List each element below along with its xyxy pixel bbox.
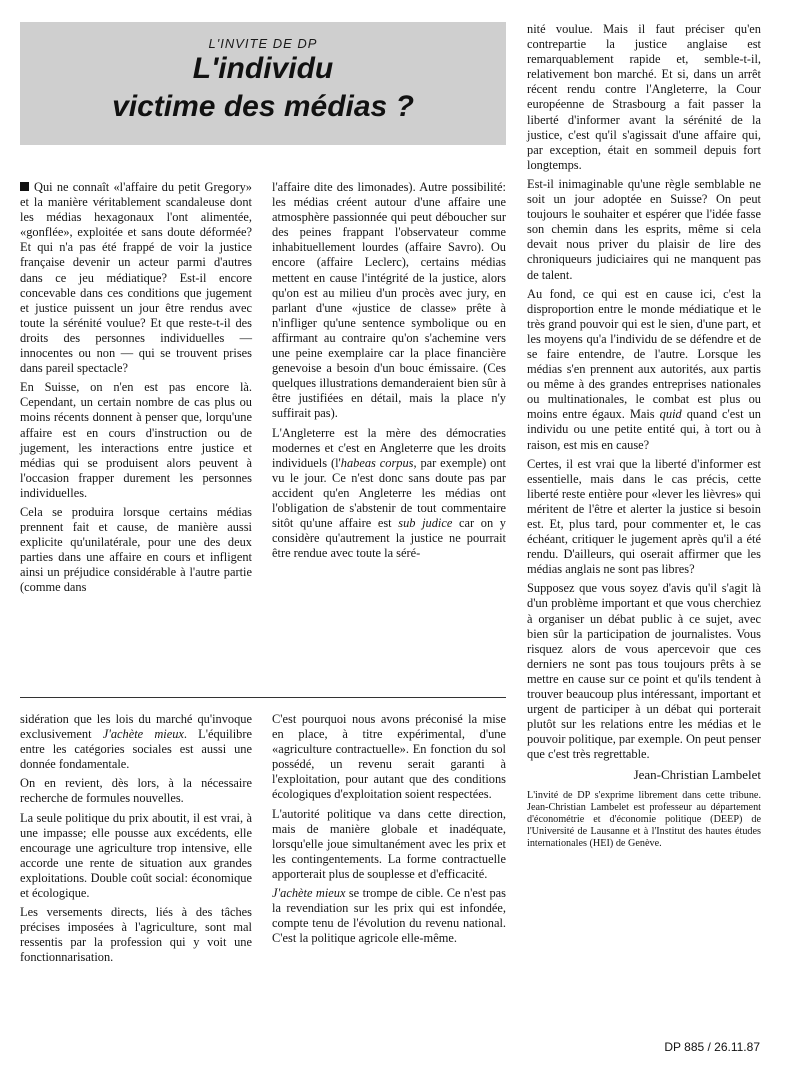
italic-text: quid <box>659 407 682 422</box>
italic-text: J'achète mieux <box>102 727 184 742</box>
paragraph: nité voulue. Mais il faut préciser qu'en contrepartie la justice anglaise est remarquablement rapide et, semble-t-il, relativement bon marché. Et si, dans un arrêt récent rendu contre l'Angleterre, la Cour européenne de Strasbourg a fait passer la liberté d'informer avant la sérénité de la justice, c'est qu'il s'agissait d'une affaire qui, par exception, était en sommeil depuis fort longtemps. <box>527 22 761 172</box>
article-column-3 <box>527 22 761 851</box>
lead-square-icon <box>20 182 29 191</box>
italic-text: habeas corpus <box>340 455 414 470</box>
paragraph: C'est pourquoi nous avons préconisé la mise en place, à titre expérimental, d'une «agriculture contractuelle». En fonction du sol possédé, un revenu serait garanti à l'exploitation, pour autant que des conditions écologiques d'exploitation soient respectées. <box>272 712 506 802</box>
author-signature: Jean-Christian Lambelet <box>633 766 761 782</box>
paragraph: Certes, il est vrai que la liberté d'informer est essentielle, mais dans le cas précis, cette liberté reste entière pour «lever les lièvres» qui méritent de l'être et alerter la justice si besoin est. Et, plus tard, pour commenter et, le cas échéant, critiquer le jugement après qu'il a été rendu. D'ailleurs, qui oserait affirmer que les médias anglais ne sont pas libres? <box>527 456 761 577</box>
section-divider <box>20 697 506 698</box>
article-title-line2: victime des médias ? <box>112 90 414 123</box>
paragraph: Cela se produira lorsque certains médias prennent fait et cause, de manière aussi explicite qu'unilatérale, pour une des deux parties dans une affaire en cours et infligent ainsi un préjudice considérable à l'autre partie (comme dans <box>20 504 252 595</box>
author-bio: L'invité de DP s'exprime librement dans cette tribune. Jean-Christian Lambelet est professeur au département d'économétrie et d'économie politique (DEEP) de l'Université de Lausanne et à l'Institut des hautes études internationales (HEI) de Genève. <box>527 789 761 850</box>
paragraph <box>20 712 252 772</box>
issue-footer: DP 885 / 26.11.87 <box>664 1040 760 1054</box>
paragraph: La seule politique du prix aboutit, il est vrai, à une impasse; elle pousse aux excédents, elle encourage une agriculture trop intensive, elle accorde une rente de situation aux grandes exploitations. Double coût social: économique et écologique. <box>20 810 252 901</box>
article-column-4 <box>20 712 252 970</box>
article-column-1 <box>20 180 252 600</box>
text: , par exemple) ont vu le jour. Ce n'est donc sans doute pas par accident qu'en Angleterre les médias ont l'obligation de s'abstenir de tout commentaire sitôt qu'une affaire est <box>272 455 506 531</box>
text: . L'équilibre entre les catégories sociales est aussi une donnée fondamentale. <box>20 727 252 772</box>
kicker: L'INVITE DE DP <box>208 36 318 51</box>
article-column-5 <box>272 712 506 950</box>
paragraph <box>20 180 252 376</box>
article-title-line1: L'individu <box>192 52 334 85</box>
paragraph: On en revient, dès lors, à la nécessaire recherche de formules nouvelles. <box>20 776 252 806</box>
paragraph-text: Qui ne connaît «l'affaire du petit Gregory» et la manière véritablement scandaleuse dont les médias hexagonaux l'ont alimentée, «gonflée», exploitée et sans doute déformée? Et qui n'a pas été frappé de voir la justice française devenir un acteur parmi d'autres dans ce jeu médiatique? Est-il encore concevable dans ces conditions que jugement et justice puissent un jour être rendus avec toute la sérénité voulue? Et que reste-t-il des droits des personnes individuelles — innocentes ou non — qui se trouvent prises dans pareil spectacle? <box>20 180 252 376</box>
paragraph <box>272 426 506 562</box>
paragraph: Les versements directs, liés à des tâches précises imposées à l'agriculture, sont mal ressentis par la profession qui y voit une fonctionnarisation. <box>20 905 252 965</box>
paragraph: Est-il inimaginable qu'une règle semblable ne soit un jour adoptée en Suisse? On peut toujours le souhaiter et espérer que l'idée fasse son chemin dans les esprits, même si cela devait nous priver du plaisir de lire des chroniqueurs judiciaires qui ne manquent pas de talent. <box>527 176 761 282</box>
text: car on y considère qu'autrement la justice ne pourrait être rendue avec toute la séré- <box>272 516 506 561</box>
article-column-2 <box>272 180 506 565</box>
paragraph: L'autorité politique va dans cette direction, mais de manière globale et inadéquate, lorsqu'elle joue simultanément avec les prix et les contingentements. La forme contractuelle apporterait plus de souplesse et d'efficacité. <box>272 806 506 881</box>
paragraph: En Suisse, on n'en est pas encore là. Cependant, un certain nombre de cas plus ou moins récents donnent à penser que, lorqu'une affaire est en cours d'instruction ou de jugement, les interactions entre justice et médias qui se produisent alors peuvent à l'occasion frapper durement les personnes individuelles. <box>20 380 252 500</box>
paragraph: Supposez que vous soyez d'avis qu'il s'agit là d'un problème important et que vous cherchiez à organiser un débat public à ce sujet, avec bien sûr la participation de journalistes. Vous risquez alors de vous apercevoir que ces derniers ne sont pas tous toujours prêts à se mettre en cause sur ce point et qu'ils tendent à trouver beaucoup plus intéressant, important et urgent de participer à un débat qui porterait plutôt sur les relations entre les médias et le pouvoir politique, par exemple. On peut penser que c'est très regrettable. <box>527 581 761 762</box>
paragraph: l'affaire dite des limonades). Autre possibilité: les médias créent autour d'une affaire une atmosphère passionnée qui peut déboucher sur des peines frappant l'observateur comme inhabituellement lourdes (affaire Savro). Ou encore (affaire Leclerc), certains médias mettent en cause l'intégrité de la justice, alors qu'on est au milieu d'un procès avec jury, en parlant d'une «justice de classe» prête à n'infliger qu'une sentence symbolique ou en affirmant au contraire qu'on s'achemine vers une peine exemplaire car la place financière genevoise a besoin d'un bouc émissaire. (Ces quelques illustrations demanderaient bien sûr à être justifiées en détail, mais la place n'y suffirait pas). <box>272 180 506 421</box>
text: Au fond, ce qui est en cause ici, c'est la disproportion entre le monde médiatique et le très grand pouvoir qui est le sien, d'une part, et les moyens qu'a l'individu de se défendre et de se faire entendre, de l'autre. Lorsque les médias s'en prennent aux autorités, aux partis ou même à des grandes entreprises nationales ou multinationales, le combat est plus ou moins entre égaux. Mais <box>527 286 761 422</box>
header-banner <box>20 22 506 145</box>
text: L'Angleterre est la mère des démocraties modernes et c'est en Angleterre que les droits individuels (l' <box>272 425 506 470</box>
italic-text: J'achète mieux <box>272 886 346 901</box>
text: quand c'est un individu ou une petite entité qui, à tort ou à raison, est mis en cause? <box>527 407 761 452</box>
italic-text: sub judice <box>398 516 453 531</box>
text: se trompe de cible. Ce n'est pas la revendiation sur les prix qui est infondée, compte tenu de l'évolution du revenu national. C'est la politique agricole elle-même. <box>272 886 506 946</box>
paragraph <box>527 287 761 453</box>
text: sidération que les lois du marché qu'invoque exclusivement <box>20 712 252 742</box>
paragraph <box>272 886 506 946</box>
